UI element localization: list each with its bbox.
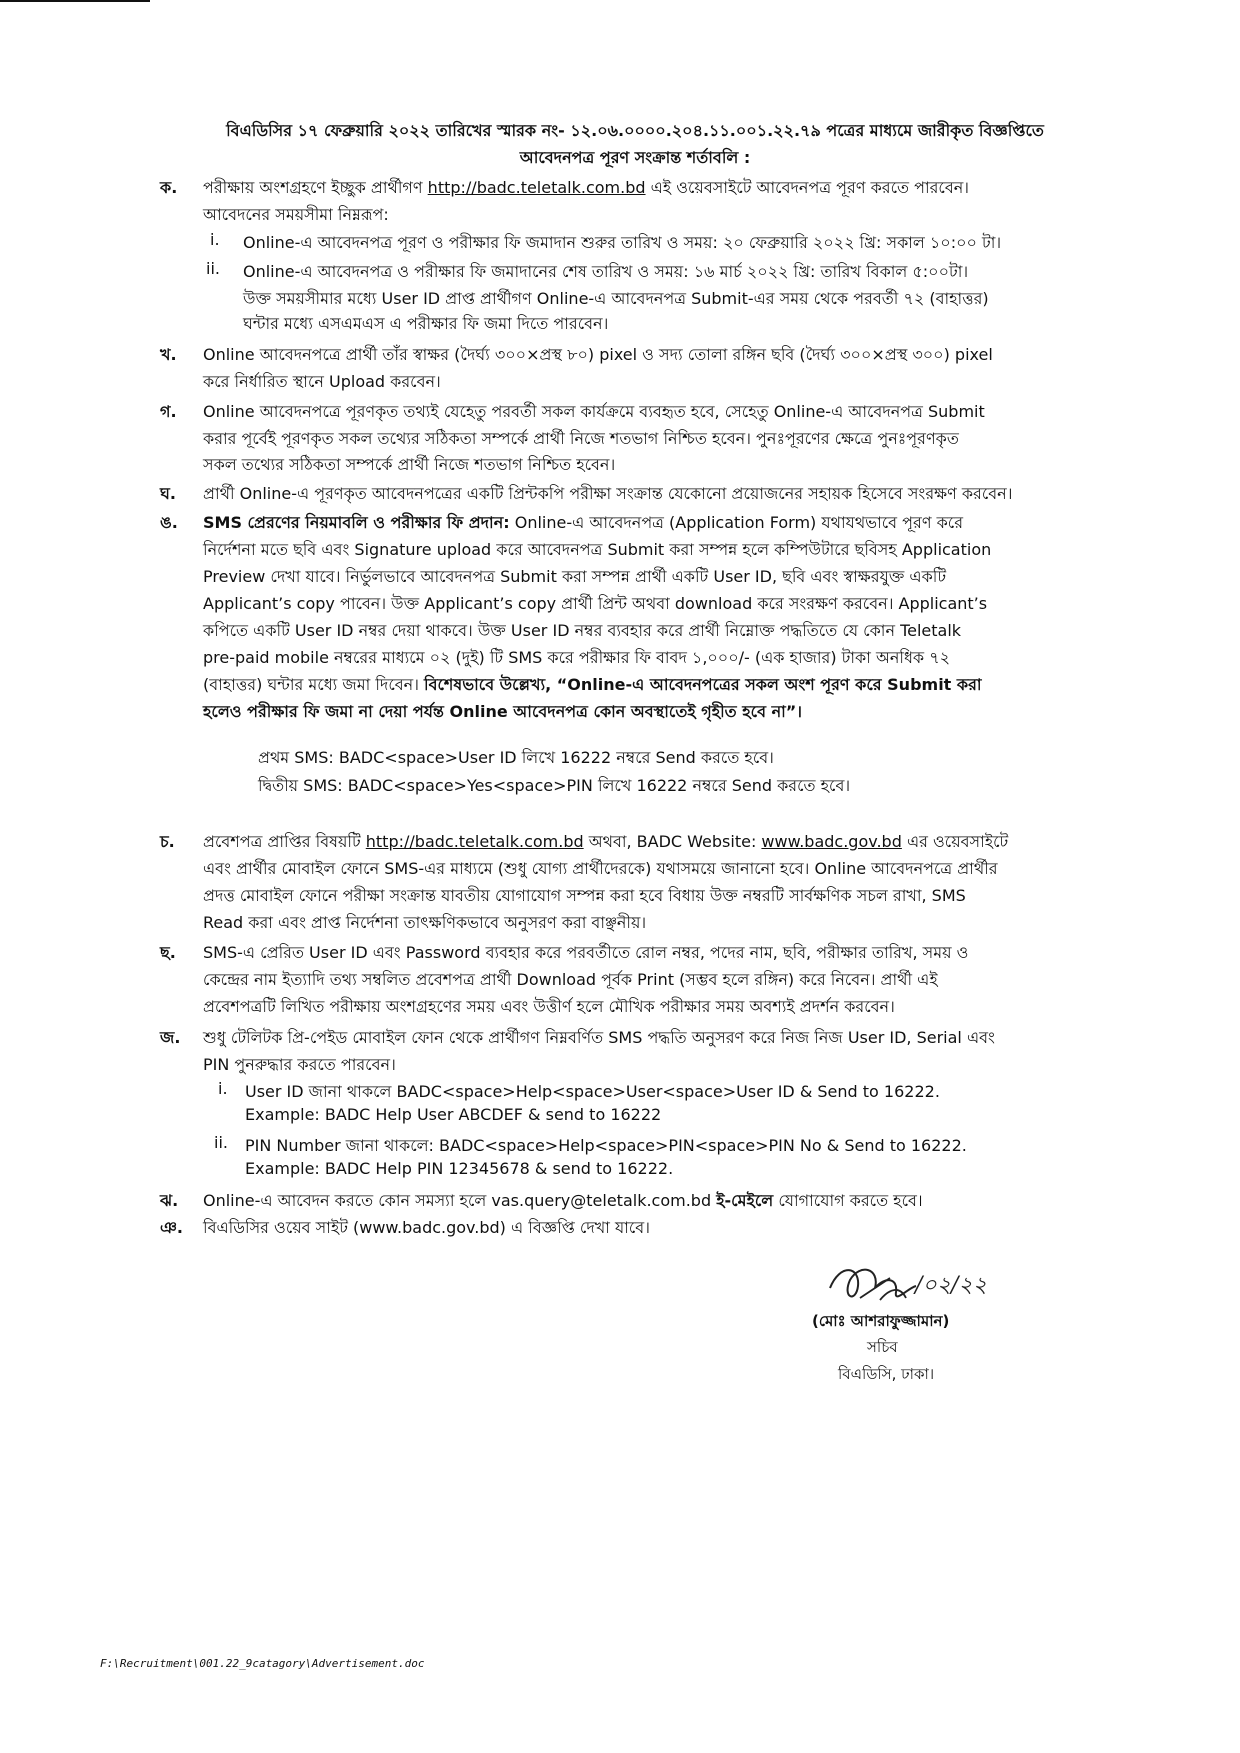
item-ga-line-1: Online আবেদনপত্রে পূরণকৃত তথ্যই যেহেতু পরবর্তী সকল কার্যক্রমে ব্যবহৃত হবে, সেহেতু Online-এ আবেদনপত্র Submit <box>203 402 985 421</box>
item-uma-line-5: কপিতে একটি User ID নম্বর দেয়া থাকবে। উক্ত User ID নম্বর ব্যবহার করে প্রার্থী নিম্নোক্ত পদ্ধতিতে যে কোন Teletalk <box>203 621 962 640</box>
item-chha-marker: ছ. <box>160 943 176 962</box>
item-chha-line-1: SMS-এ প্রেরিত User ID এবং Password ব্যবহার করে পরবর্তীতে রোল নম্বর, পদের নাম, ছবি, পরীক্ষার তারিখ, সময় ও <box>203 943 969 962</box>
teletalk-link[interactable]: http://badc.teletalk.com.bd <box>427 178 646 197</box>
item-jha-text-post: যোগাযোগ করতে হবে। <box>773 1191 923 1210</box>
sms-rules-heading: SMS প্রেরণের নিয়মাবলি ও পরীক্ষার ফি প্রদান: <box>203 513 510 532</box>
item-ja-line-1: শুধু টেলিটক প্রি-পেইড মোবাইল ফোন থেকে প্রার্থীগণ নিম্নবর্ণিত SMS পদ্ধতি অনুসরণ করে নিজ নিজ User ID, Serial এবং <box>203 1028 995 1047</box>
item-kha-line-1: Online আবেদনপত্রে প্রার্থী তাঁর স্বাক্ষর (দৈর্ঘ্য ৩০০×প্রস্থ ৮০) pixel ও সদ্য তোলা রঙ্গিন ছবি (দৈর্ঘ্য ৩০০×প্রস্থ ৩০০) pixel <box>203 345 993 364</box>
item-ka-marker: ক. <box>160 178 178 197</box>
teletalk-link-2[interactable]: http://badc.teletalk.com.bd <box>365 832 584 851</box>
item-gha-line-1: প্রার্থী Online-এ পূরণকৃত আবেদনপত্রের একটি প্রিন্টকপি পরীক্ষা সংক্রান্ত যেকোনো প্রয়োজনের সহায়ক হিসেবে সংরক্ষণ করবেন। <box>203 484 1013 503</box>
special-note-start: বিশেষভাবে উল্লেখ্য, “Online-এ আবেদনপত্রের সকল অংশ পূরণ করে Submit করা <box>424 675 982 694</box>
signature-date-scrawl: /০২/২২ <box>915 1273 988 1298</box>
item-cha-text-post: এর ওয়েবসাইটে <box>901 832 1009 851</box>
item-kha-line-2: করে নির্ধারিত স্থানে Upload করবেন। <box>203 372 441 391</box>
item-cha-line-4: Read করা এবং প্রাপ্ত নির্দেশনা তাৎক্ষণিকভাবে অনুসরণ করা বাঞ্ছনীয়। <box>203 913 647 932</box>
signatory-designation: সচিব <box>867 1338 898 1356</box>
item-ka-text-post: এই ওয়েবসাইটে আবেদনপত্র পূরণ করতে পারবেন। <box>645 178 970 197</box>
item-ja-sub1-line-2: Example: BADC Help User ABCDEF & send to 16222 <box>245 1105 662 1124</box>
item-ka-sub2-line-2: উক্ত সময়সীমার মধ্যে User ID প্রাপ্ত প্রার্থীগণ Online-এ আবেদনপত্র Submit-এর সময় থেকে পরবর্তী ৭২ (বাহাত্তর) <box>243 289 989 308</box>
item-ka-sub1-number: i. <box>210 230 220 249</box>
item-gha-marker: ঘ. <box>160 484 176 503</box>
item-ka-line-2: আবেদনের সময়সীমা নিম্নরূপ: <box>203 205 389 224</box>
item-ja-sub1-number: i. <box>218 1079 228 1098</box>
item-cha-line-1 <box>203 829 1008 856</box>
item-chha-line-3: প্রবেশপত্রটি লিখিত পরীক্ষায় অংশগ্রহণের সময় এবং উত্তীর্ণ হলে মৌখিক পরীক্ষার সময় অবশ্যই প্রদর্শন করবেন। <box>203 997 895 1016</box>
heading-line-2: আবেদনপত্র পূরণ সংক্রান্ত শর্তাবলি : <box>519 148 751 167</box>
item-ga-line-2: করার পূর্বেই পূরণকৃত সকল তথ্যের সঠিকতা সম্পর্কে প্রার্থী নিজে শতভাগ নিশ্চিত হবেন। পুনঃপূরণের ক্ষেত্রে পুনঃপূরণকৃত <box>203 429 959 448</box>
item-nya-marker: ঞ. <box>160 1218 183 1237</box>
item-ka-sub2-line-1: Online-এ আবেদনপত্র ও পরীক্ষার ফি জমাদানের শেষ তারিখ ও সময়: ১৬ মার্চ ২০২২ খ্রি: তারিখ বিকাল ৫:০০টা। <box>243 262 969 281</box>
item-uma-line-4: Applicant’s copy পাবেন। উক্ত Applicant’s copy প্রার্থী প্রিন্ট অথবা download করে সংরক্ষণ করবেন। Applicant’s <box>203 594 988 613</box>
item-chha-line-2: কেন্দ্রের নাম ইত্যাদি তথ্য সম্বলিত প্রবেশপত্র প্রার্থী Download পূর্বক Print (সম্ভব হলে রঙ্গিন) করে নিবেন। প্রার্থী এই <box>203 970 938 989</box>
item-ga-line-3: সকল তথ্যের সঠিকতা সম্পর্কে প্রার্থী নিজে শতভাগ নিশ্চিত হবেন। <box>203 455 616 474</box>
item-jha-email-word: ই-মেইলে <box>716 1191 774 1210</box>
sms-rules-text: Online-এ আবেদনপত্র (Application Form) যথাযথভাবে পূরণ করে <box>509 513 964 532</box>
item-cha-line-2: এবং প্রার্থীর মোবাইল ফোনে SMS-এর মাধ্যমে (শুধু যোগ্য প্রার্থীদেরকে) যথাসময়ে জানানো হবে। Online আবেদনপত্রে প্রার্থীর <box>203 859 998 878</box>
item-ka-text: পরীক্ষায় অংশগ্রহণে ইচ্ছুক প্রার্থীগণ <box>203 178 428 197</box>
sms-first-instruction: প্রথম SMS: BADC<space>User ID লিখে 16222 নম্বরে Send করতে হবে। <box>258 748 774 767</box>
item-cha-line-3: প্রদত্ত মোবাইল ফোনে পরীক্ষা সংক্রান্ত যাবতীয় যোগাযোগ সম্পন্ন করা হবে বিধায় উক্ত নম্বরটি সার্বক্ষণিক সচল রাখা, SMS <box>203 886 966 905</box>
item-cha-text: প্রবেশপত্র প্রাপ্তির বিষয়টি <box>203 832 366 851</box>
item-ja-sub2-line-1: PIN Number জানা থাকলে: BADC<space>Help<space>PIN<space>PIN No & Send to 16222. <box>245 1136 967 1155</box>
item-ka-sub2-line-3: ঘন্টার মধ্যে এসএমএস এ পরীক্ষার ফি জমা দিতে পারবেন। <box>243 314 609 333</box>
item-uma-line-3: Preview দেখা যাবে। নির্ভুলভাবে আবেদনপত্র Submit করা সম্পন্ন প্রার্থী একটি User ID, ছবি এবং স্বাক্ষরযুক্ত একটি <box>203 567 947 586</box>
item-cha-text-mid: অথবা, BADC Website: <box>583 832 762 851</box>
item-ka-line-1 <box>203 175 969 202</box>
item-jha-line-1 <box>203 1188 923 1215</box>
item-jha-marker: ঝ. <box>160 1191 179 1210</box>
special-note-end: হলেও পরীক্ষার ফি জমা না দেয়া পর্যন্ত Online আবেদনপত্র কোন অবস্থাতেই গৃহীত হবে না”। <box>203 702 802 721</box>
item-cha-marker: চ. <box>160 832 175 851</box>
scan-edge-mark <box>0 0 150 2</box>
item-uma-line-2: নির্দেশনা মতে ছবি এবং Signature upload করে আবেদনপত্র Submit করা সম্পন্ন হলে কম্পিউটারে ছবিসহ Application <box>203 540 992 559</box>
item-ja-sub2-line-2: Example: BADC Help PIN 12345678 & send to 16222. <box>245 1159 674 1178</box>
badc-website-link[interactable]: www.badc.gov.bd <box>761 832 902 851</box>
item-nya-line-1: বিএডিসির ওয়েব সাইট (www.badc.gov.bd) এ বিজ্ঞপ্তি দেখা যাবে। <box>203 1218 650 1237</box>
item-ka-sub1-text: Online-এ আবেদনপত্র পূরণ ও পরীক্ষার ফি জমাদান শুরুর তারিখ ও সময়: ২০ ফেব্রুয়ারি ২০২২ খ্রি: সকাল ১০:০০ টা। <box>243 233 1002 252</box>
item-ga-marker: গ. <box>160 402 177 421</box>
item-ja-marker: জ. <box>160 1028 181 1047</box>
signatory-name: (মোঃ আশরাফুজ্জামান) <box>812 1312 950 1330</box>
sms-second-instruction: দ্বিতীয় SMS: BADC<space>Yes<space>PIN লিখে 16222 নম্বরে Send করতে হবে। <box>258 776 851 795</box>
item-uma-marker: ঙ. <box>160 513 178 532</box>
item-uma-line-1 <box>203 510 963 537</box>
item-ja-sub1-line-1: User ID জানা থাকলে BADC<space>Help<space>User<space>User ID & Send to 16222. <box>245 1082 940 1101</box>
item-jha-text: Online-এ আবেদন করতে কোন সমস্যা হলে vas.query@teletalk.com.bd <box>203 1191 717 1210</box>
heading-line-1: বিএডিসির ১৭ ফেব্রুয়ারি ২০২২ তারিখের স্মারক নং- ১২.০৬.০০০০.২০৪.১১.০০১.২২.৭৯ পত্রের মাধ্যমে জারীকৃত বিজ্ঞপ্তিতে <box>226 121 1044 140</box>
item-ja-sub2-number: ii. <box>214 1133 228 1152</box>
item-ja-line-2: PIN পুনরুদ্ধার করতে পারবেন। <box>203 1055 396 1074</box>
signatory-office: বিএডিসি, ঢাকা। <box>838 1365 935 1383</box>
item-uma-line-7-text: (বাহাত্তর) ঘন্টার মধ্যে জমা দিবেন। <box>203 675 425 694</box>
item-ka-sub2-number: ii. <box>206 259 220 278</box>
item-uma-line-7 <box>203 672 982 699</box>
item-uma-line-6: pre-paid mobile নম্বরের মাধ্যমে ০২ (দুই) টি SMS করে পরীক্ষার ফি বাবদ ১,০০০/- (এক হাজার) টাকা অনধিক ৭২ <box>203 648 951 667</box>
item-kha-marker: খ. <box>160 345 177 364</box>
footer-file-path: F:\Recruitment\001.22_9catagory\Advertisement.doc <box>100 1657 425 1670</box>
